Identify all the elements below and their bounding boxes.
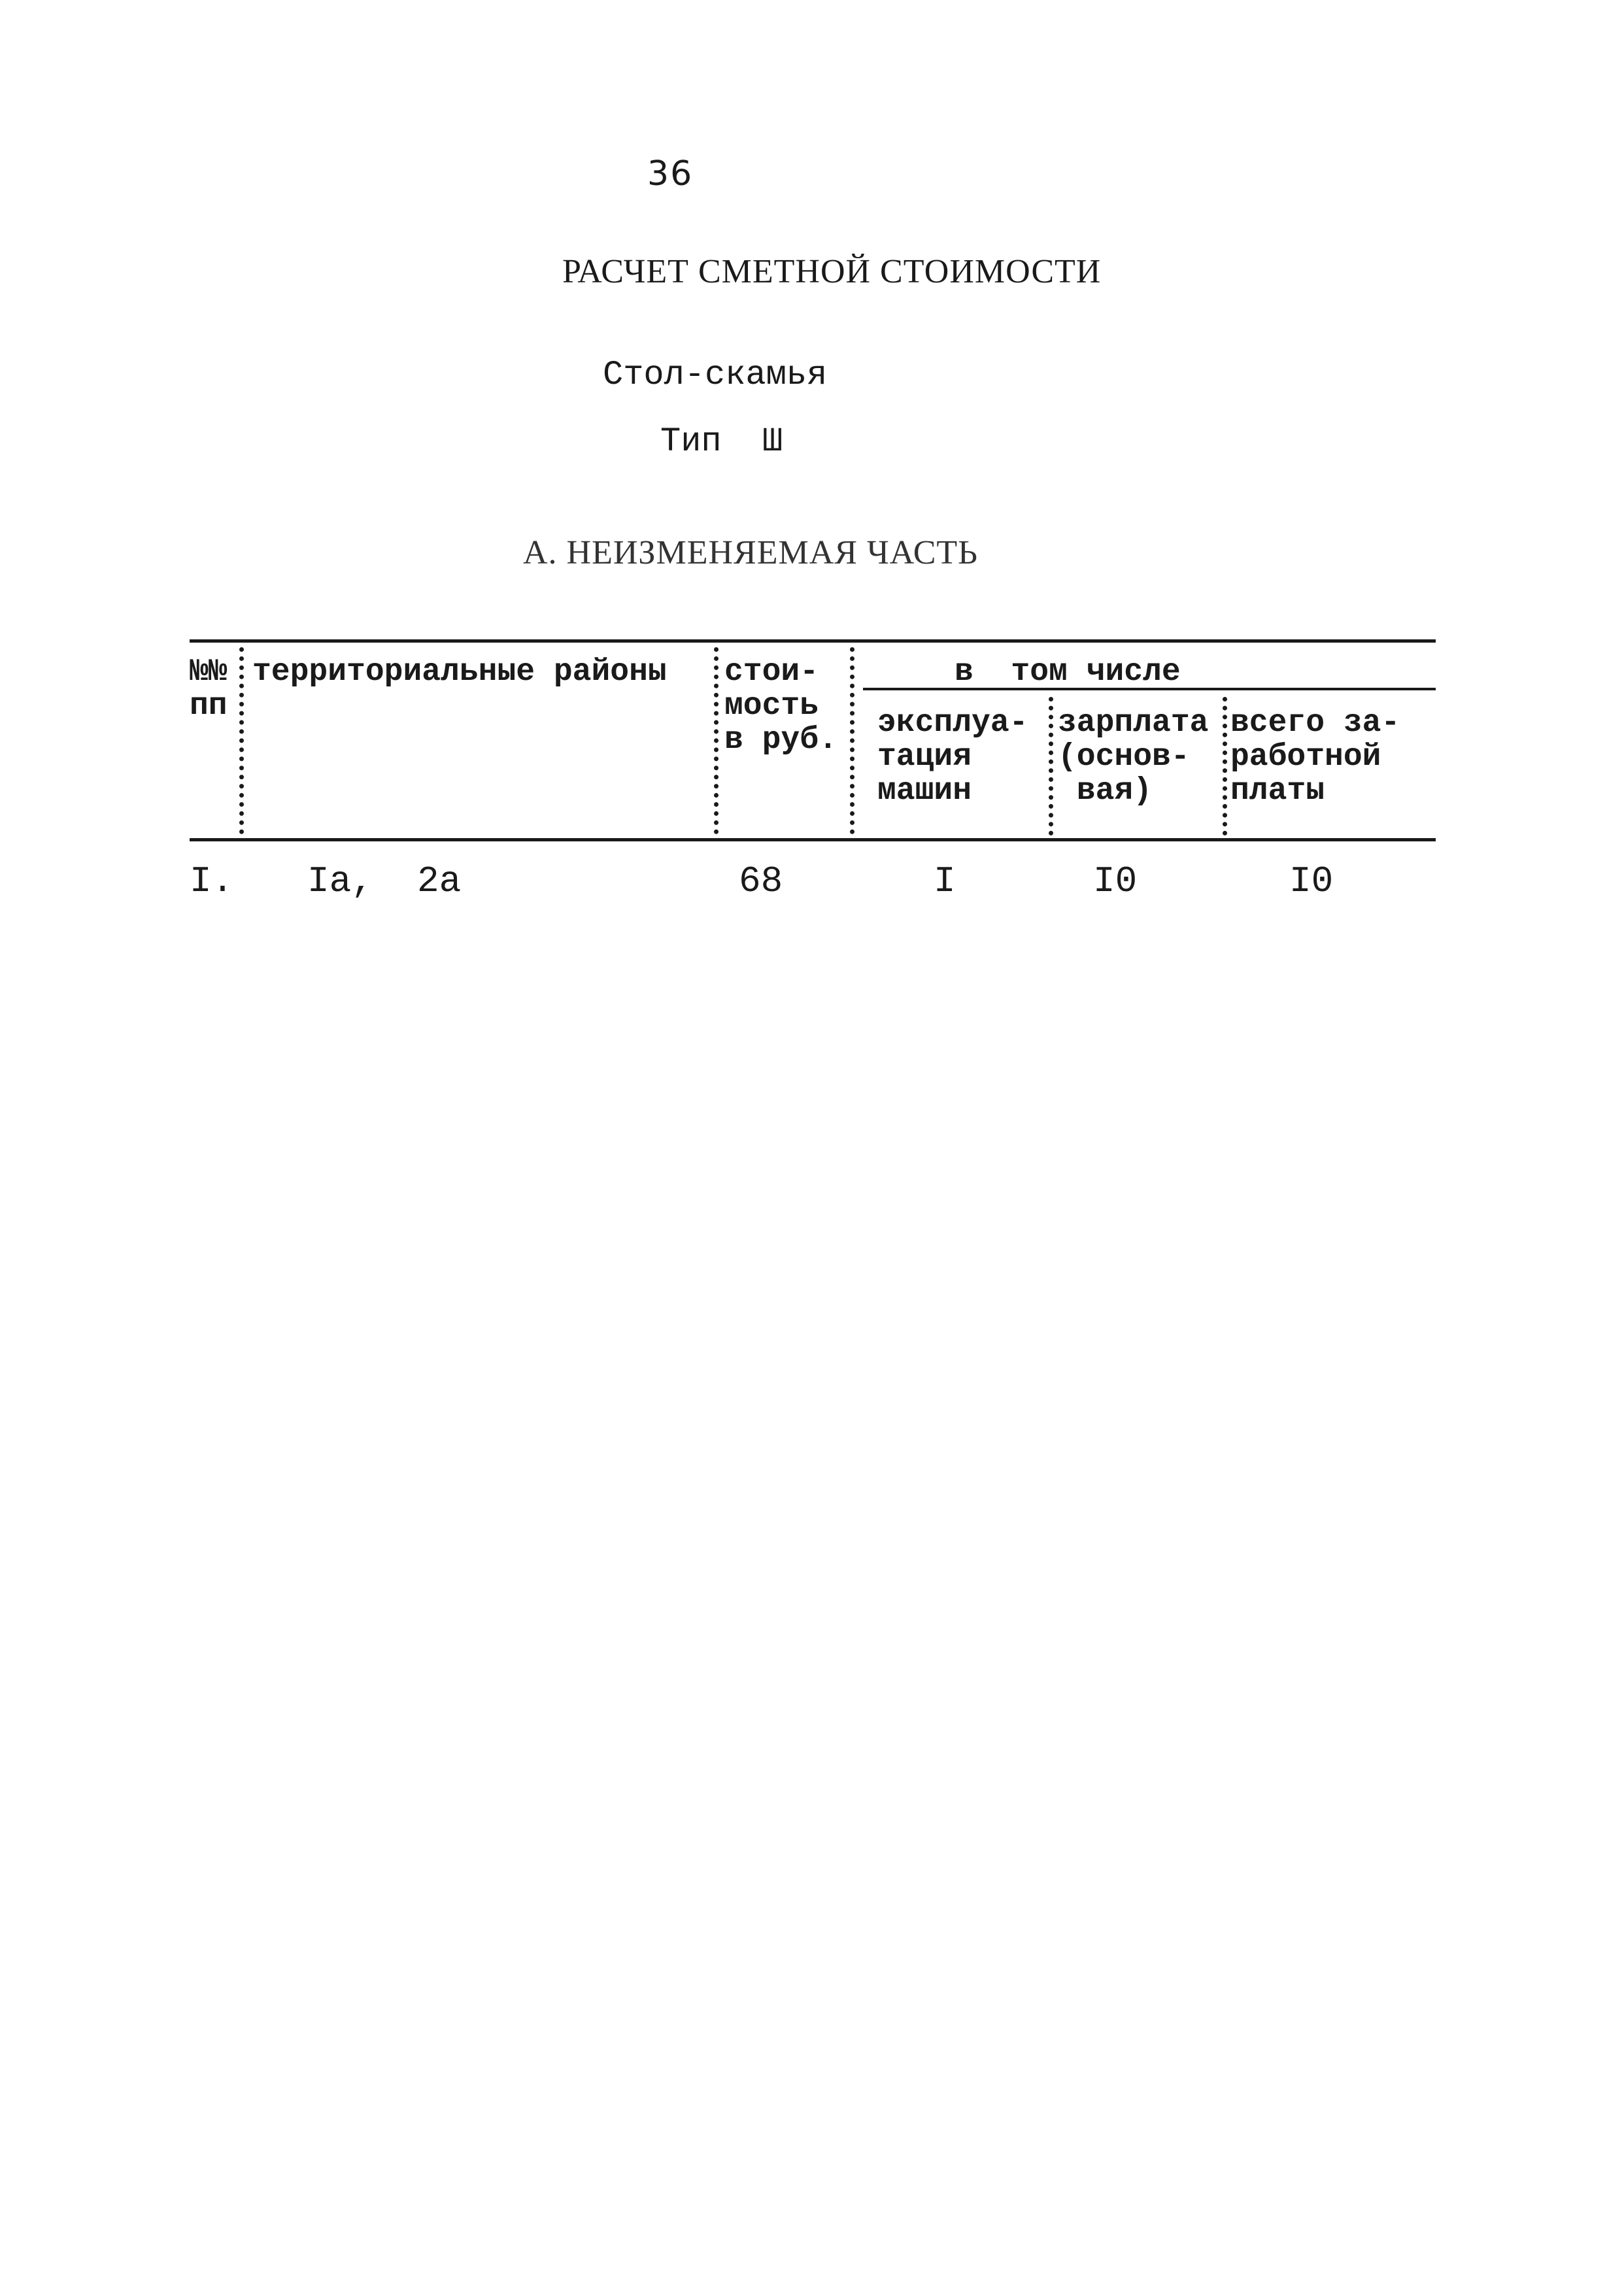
row-num: I.: [190, 860, 234, 902]
col-separator: [850, 647, 854, 834]
header-region: территориальные районы: [252, 654, 667, 690]
row-salary: I0: [1093, 860, 1138, 902]
row-machines: I: [934, 860, 956, 902]
row-total-salary: I0: [1289, 860, 1334, 902]
col-separator: [239, 647, 244, 834]
col-separator: [1049, 697, 1053, 835]
table-top-rule: [190, 639, 1436, 643]
header-total-salary: всего за- работной платы: [1230, 705, 1400, 809]
header-salary: зарплата (основ- вая): [1058, 705, 1209, 809]
header-cost: стои- мость в руб.: [724, 654, 837, 758]
page-title: РАСЧЕТ СМЕТНОЙ СТОИМОСТИ: [562, 253, 1102, 290]
page-number: 36: [647, 154, 694, 194]
header-including: в том числе: [955, 654, 1181, 690]
header-num: №№ пп: [190, 654, 228, 724]
item-name: Стол-скамья: [603, 356, 828, 394]
col-separator: [714, 647, 719, 834]
col-separator: [1223, 697, 1227, 835]
section-title: А. НЕИЗМЕНЯЕМАЯ ЧАСТЬ: [523, 534, 979, 571]
row-region: Iа, 2а: [307, 860, 462, 902]
item-type: Тип Ш: [660, 422, 783, 461]
header-bottom-rule: [190, 838, 1436, 841]
header-machines: эксплуа- тация машин: [877, 705, 1028, 809]
row-cost: 68: [739, 860, 783, 902]
